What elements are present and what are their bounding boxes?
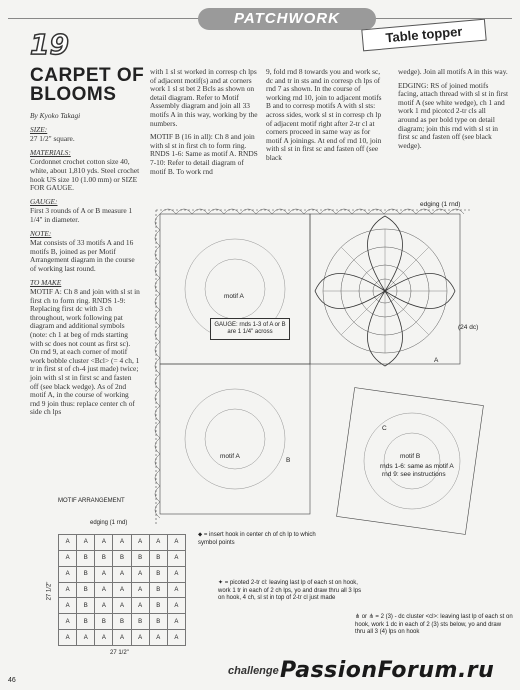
arrangement-edging-label: edging (1 rnd) xyxy=(90,520,128,526)
arrangement-cell: A xyxy=(59,566,77,582)
arrangement-cell: A xyxy=(113,598,131,614)
arrangement-cell: B xyxy=(95,614,113,630)
arrangement-cell: B xyxy=(113,550,131,566)
arrangement-table xyxy=(58,534,186,646)
arrangement-cell: A xyxy=(167,582,185,598)
arrangement-cell: A xyxy=(167,598,185,614)
arrangement-cell: A xyxy=(167,566,185,582)
motif-b-label: motif B xyxy=(400,453,421,460)
gauge-label: GAUGE: xyxy=(30,196,58,206)
arrangement-cell: A xyxy=(167,535,185,551)
note-text: Mat consists of 33 motifs A and 16 motifs B, joined as per Motif Arrangement diagram in the course of working last round. xyxy=(30,238,135,273)
arrangement-cell: A xyxy=(167,614,185,630)
arrangement-cell: A xyxy=(131,582,149,598)
joining-number-c: C xyxy=(382,425,387,432)
arrangement-cell: A xyxy=(149,535,167,551)
arrangement-cell: B xyxy=(95,550,113,566)
arrangement-cell: A xyxy=(95,598,113,614)
arrangement-cell: B xyxy=(77,582,95,598)
arrangement-cell: B xyxy=(149,566,167,582)
arrangement-cell: A xyxy=(113,630,131,646)
arrangement-cell: A xyxy=(95,566,113,582)
arrangement-cell: A xyxy=(59,614,77,630)
motif-b-note-1: rnds 1-6: same as motif A xyxy=(380,463,454,470)
materials-text: Cordonnet crochet cotton size 40, white, about 1,810 yds. Steel crochet hook US size 10 (1.00 mm) or SIZE FOR GAUGE. xyxy=(30,157,140,193)
arrangement-cell: B xyxy=(113,614,131,630)
arrangement-row xyxy=(59,630,186,646)
arrangement-cell: A xyxy=(59,598,77,614)
arrangement-cell: A xyxy=(95,582,113,598)
joining-number-b: B xyxy=(286,457,291,464)
joining-number-a: A xyxy=(434,357,439,364)
arrangement-cell: A xyxy=(95,535,113,551)
edging-text: EDGING: RS of joined motifs facing, attach thread with sl st in first motif A (see white wedge), ch 1 and work 1 rnd picotcd 2-tr cls all around as per bold type on detail diagram; join this rnd with sl st in first sc and fasten off (see black wedge). xyxy=(398,80,509,150)
arrangement-title: MOTIF ARRANGEMENT xyxy=(58,498,125,504)
arrangement-cell: B xyxy=(77,566,95,582)
arrangement-cell: A xyxy=(113,566,131,582)
category-tab: Table topper xyxy=(361,19,486,52)
arrangement-cell: A xyxy=(113,582,131,598)
arrangement-row xyxy=(59,566,186,582)
legend-insert-hook xyxy=(198,532,328,547)
byline: By Kyoko Takagi xyxy=(30,111,81,120)
arrangement-cell: A xyxy=(59,630,77,646)
arrangement-row xyxy=(59,582,186,598)
arrangement-cell: A xyxy=(131,535,149,551)
note-label: NOTE: xyxy=(30,228,52,238)
arrangement-cell: B xyxy=(77,550,95,566)
legend-picot xyxy=(218,580,368,603)
arrangement-size-side: 27 1/2" xyxy=(46,581,53,601)
instructions-column-4 xyxy=(398,68,508,155)
arrangement-cell: B xyxy=(131,550,149,566)
motif-b-note-2: rnd 9: see instructions xyxy=(382,471,446,478)
arrangement-cell: A xyxy=(113,535,131,551)
legend-cluster-or: or xyxy=(361,614,368,620)
motif-a-label-2: motif A xyxy=(220,453,240,460)
arrangement-cell: A xyxy=(95,630,113,646)
legend-picot-text: = picoted 2-tr cl: leaving last lp of each st on hook, work 1 tr in each of 2 ch lps, yo and draw thru all 3 lps on hook, 4 ch, sl st in top of 2-tr cl just made xyxy=(218,580,362,601)
legend-cluster xyxy=(355,614,513,637)
cluster3-symbol-icon: ⋔ xyxy=(368,614,374,620)
arrangement-cell: A xyxy=(149,630,167,646)
arrangement-cell: A xyxy=(131,566,149,582)
to-make-label: TO MAKE xyxy=(30,277,62,287)
motif-a-square-1 xyxy=(160,214,310,364)
arrangement-cell: B xyxy=(149,598,167,614)
gauge-text: First 3 rounds of A or B measure 1 1/4" in diameter. xyxy=(30,206,133,224)
instructions-column-3 xyxy=(266,68,384,168)
motif-a-label-1: motif A xyxy=(224,293,244,300)
col4-text: wedge). Join all motifs A in this way. xyxy=(398,67,508,76)
arrangement-cell: A xyxy=(167,550,185,566)
motif-a-square-3 xyxy=(160,364,310,514)
page-title: CARPET OF BLOOMS xyxy=(30,65,145,105)
arrangement-row xyxy=(59,614,186,630)
section-banner: PATCHWORK xyxy=(198,8,376,30)
arrangement-row xyxy=(59,598,186,614)
pattern-number: 19 xyxy=(30,28,69,61)
size-label: SIZE: xyxy=(30,124,48,134)
picot-symbol-icon: ✦ xyxy=(218,580,224,586)
arrangement-cell: B xyxy=(77,598,95,614)
edging-label: edging (1 rnd) xyxy=(420,201,461,208)
col2-text: with 1 sl st worked in corresp ch lps of adjacent motif(s) and at corners work 1 sl st bet 2 Bcls as shown on detail diagram. Refer to Motif Assembly diagram and join all 33 motifs A in this way, working by the numbers. xyxy=(150,67,258,128)
arrangement-cell: A xyxy=(59,550,77,566)
legend-cluster-text: = 2 (3) - dc cluster <cl>: leaving last lp of each st on hook, work 1 dc in each of 2 (3) sts below, yo and draw thru all 3 (4) lps on hook xyxy=(355,614,513,635)
materials-label: MATERIALS: xyxy=(30,147,71,157)
cluster-symbol-icon: ⋔ xyxy=(355,614,361,620)
arrangement-grid xyxy=(58,534,186,646)
arrangement-cell: B xyxy=(131,614,149,630)
arrangement-cell: B xyxy=(149,550,167,566)
page-number: 46 xyxy=(8,677,16,684)
arrangement-cell: A xyxy=(59,582,77,598)
arrangement-cell: B xyxy=(77,614,95,630)
arrangement-cell: A xyxy=(77,535,95,551)
arrangement-cell: A xyxy=(77,630,95,646)
gauge-box: GAUGE: rnds 1-3 of A or B are 1 1/4" across xyxy=(210,318,290,340)
arrangement-row xyxy=(59,535,186,551)
watermark: PassionForum.ru xyxy=(280,658,495,683)
arrangement-row xyxy=(59,550,186,566)
col3-text: 9, fold rnd 8 towards you and work sc, dc and tr in sts and in corresp ch lps of rnd 7 as shown. In the course of working rnd 10, join to adjacent motifs B and to corresp motifs A with sl sts: across sides, work sl st in corresp ch lp of adjacent motif right after 2-tr cl at corners proceed in same way as for motif A joinings. At end of rnd 10, join with sl st in first sc and fasten off (see black xyxy=(266,67,382,162)
challenge-logo: challenge xyxy=(228,665,279,677)
legend-insert-text: = insert hook in center ch of ch lp to which symbol points xyxy=(198,532,316,546)
crochet-diagram xyxy=(150,196,514,578)
arrangement-size-bottom: 27 1/2" xyxy=(110,650,129,656)
motif-b-square xyxy=(337,388,484,535)
to-make-text: MOTIF A: Ch 8 and join with sl st in first ch to form ring. RNDS 1-9: Replacing first dc with 3 ch throughout, work following pat diagram and additional symbols (note: ch 1 at beg of rnds starting with sc does not count as first sc). On rnd 9, at each corner of motif work bobble cluster <Bcl> (= 4 ch, 1 tr in first st of ch-4 just made) twice; join with sl st in first sc and fasten off (see black wedge). As of 2nd motif A, in the course of working rnd 9 join thus: replace center ch of side ch lps xyxy=(30,287,140,417)
insert-symbol-icon: ⬥ xyxy=(198,532,203,538)
instructions-column-1 xyxy=(30,112,140,422)
dc-count-note: (24 dc) xyxy=(458,324,479,331)
size-text: 27 1/2" square. xyxy=(30,134,75,144)
arrangement-cell: B xyxy=(149,582,167,598)
arrangement-cell: A xyxy=(131,630,149,646)
arrangement-cell: A xyxy=(59,535,77,551)
arrangement-cell: A xyxy=(131,598,149,614)
arrangement-cell: A xyxy=(167,630,185,646)
motif-b-text: MOTIF B (16 in all): Ch 8 and join with sl st in first ch to form ring. RNDS 1-6: Same as motif A. RNDS 7-10: Refer to detail diagram of motif B. To work rnd xyxy=(150,132,258,176)
arrangement-cell: B xyxy=(149,614,167,630)
instructions-column-2 xyxy=(150,68,258,181)
